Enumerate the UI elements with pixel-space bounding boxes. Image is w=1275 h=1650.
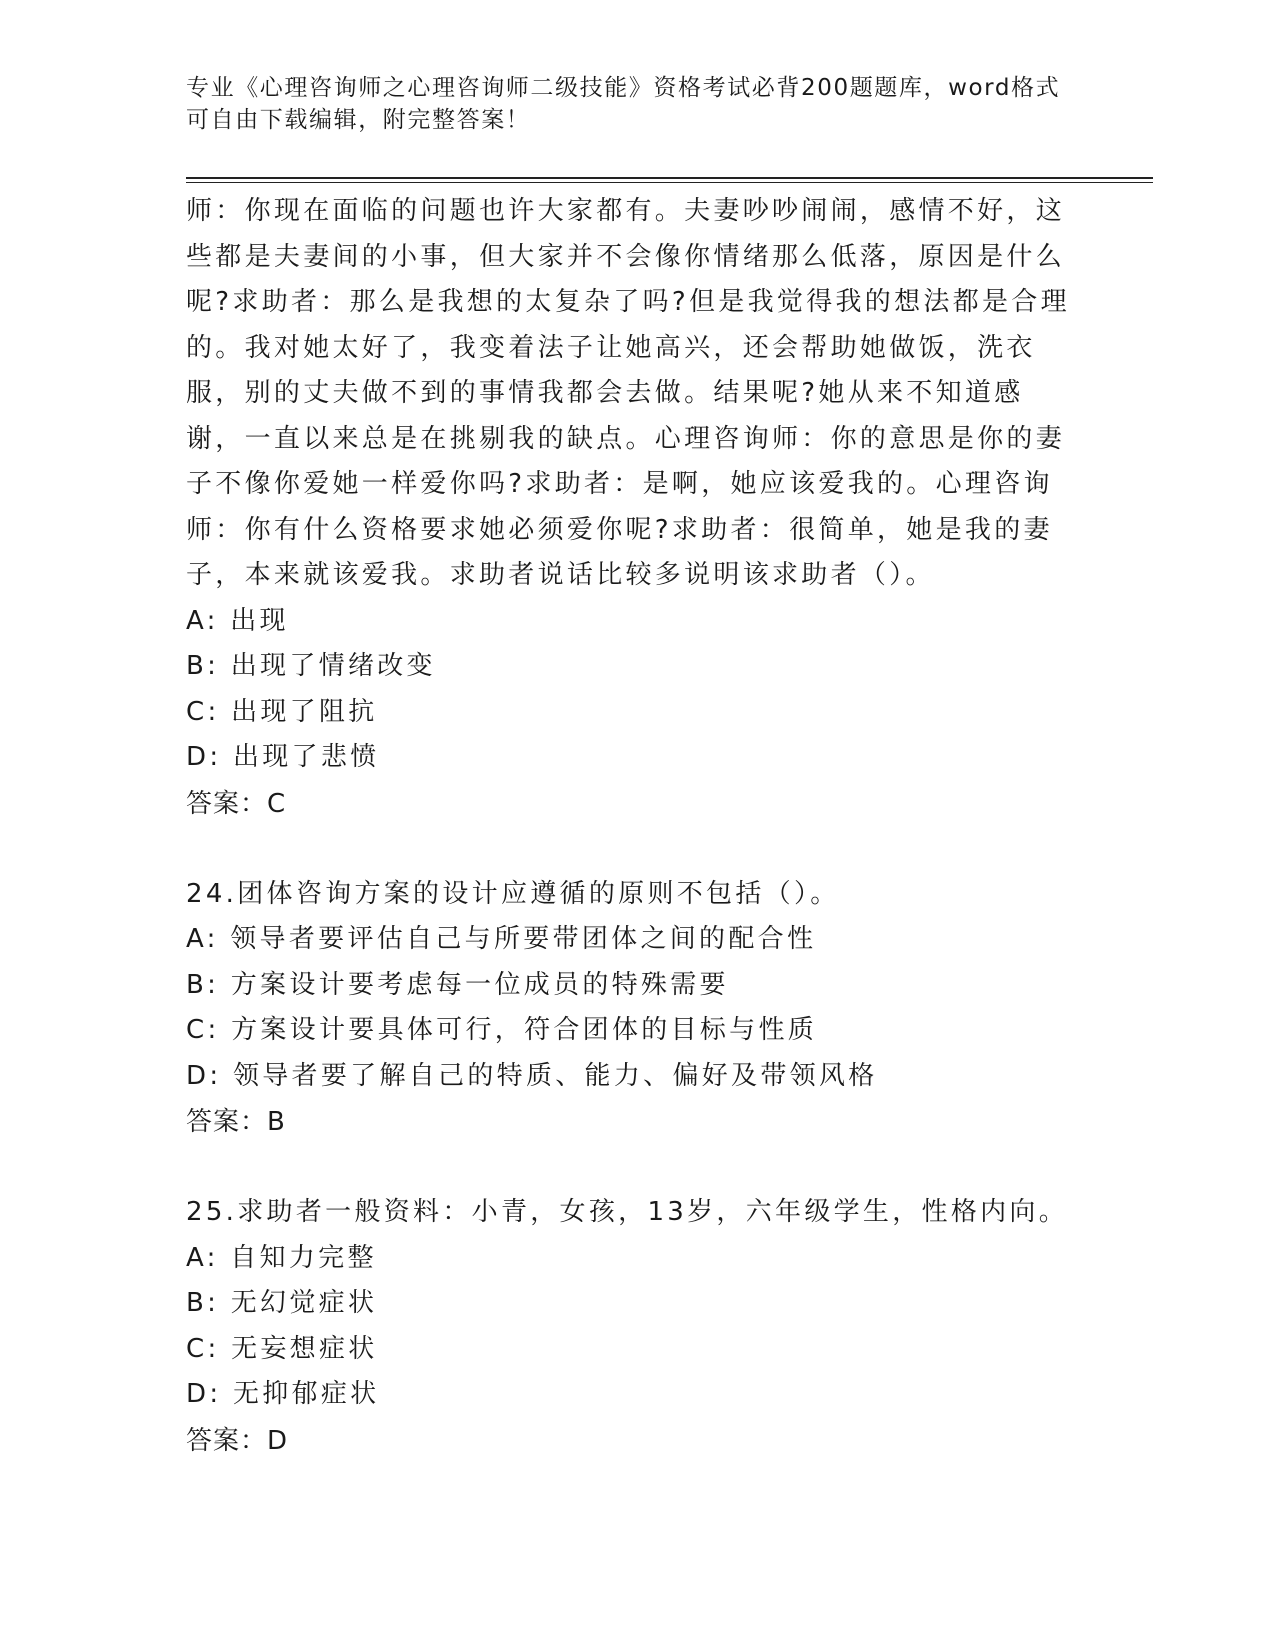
option-a: A: 出现 bbox=[186, 605, 289, 636]
option-a: A: 领导者要评估自己与所要带团体之间的配合性 bbox=[186, 924, 817, 954]
answer: 答案：D bbox=[186, 1425, 289, 1456]
header-rule-thick bbox=[186, 177, 1153, 179]
header-rule-thin bbox=[186, 182, 1153, 183]
document-body bbox=[186, 189, 1081, 1464]
option-a: A: 自知力完整 bbox=[186, 1242, 377, 1273]
answer: 答案：C bbox=[186, 788, 287, 819]
answer: 答案：B bbox=[186, 1107, 286, 1137]
question-text: 24.团体咨询方案的设计应遵循的原则不包括（）。 bbox=[186, 878, 840, 909]
option-b: B: 出现了情绪改变 bbox=[186, 651, 436, 681]
question-24 bbox=[186, 872, 1081, 1146]
option-b: B: 无幻觉症状 bbox=[186, 1288, 378, 1318]
option-c: C: 出现了阻抗 bbox=[186, 696, 378, 727]
option-b: B: 方案设计要考虑每一位成员的特殊需要 bbox=[186, 969, 729, 1000]
document-header bbox=[186, 72, 1066, 136]
question-25 bbox=[186, 1190, 1081, 1464]
option-c: C: 无妄想症状 bbox=[186, 1333, 378, 1364]
question-text: 25.求助者一般资料：小青，女孩，13岁，六年级学生，性格内向。 bbox=[186, 1197, 1069, 1227]
header-line-2: 可自由下载编辑，附完整答案！ bbox=[186, 107, 531, 133]
question-23 bbox=[186, 189, 1081, 827]
option-d: D: 无抑郁症状 bbox=[186, 1379, 380, 1409]
spacer bbox=[186, 1145, 1081, 1190]
spacer bbox=[186, 827, 1081, 872]
option-d: D: 出现了悲愤 bbox=[186, 742, 380, 772]
option-c: C: 方案设计要具体可行，符合团体的目标与性质 bbox=[186, 1015, 818, 1045]
header-line-1: 专业《心理咨询师之心理咨询师二级技能》资格考试必背200题题库，word格式 bbox=[186, 75, 1061, 101]
question-text: 师：你现在面临的问题也许大家都有。夫妻吵吵闹闹，感情不好，这些都是夫妻间的小事，但大家并不会像你情绪那么低落，原因是什么呢?求助者：那么是我想的太复杂了吗?但是我觉得我的想法都是合理的。我对她太好了，我变着法子让她高兴，还会帮助她做饭，洗衣服，别的丈夫做不到的事情我都会去做。结果呢?她从来不知道感谢，一直以来总是在挑剔我的缺点。心理咨询师：你的意思是你的妻子不像你爱她一样爱你吗?求助者：是啊，她应该爱我的。心理咨询师：你有什么资格要求她必须爱你呢?求助者：很简单，她是我的妻子，本来就该爱我。求助者说话比较多说明该求助者（）。 bbox=[186, 196, 1070, 590]
option-d: D: 领导者要了解自己的特质、能力、偏好及带领风格 bbox=[186, 1060, 878, 1091]
